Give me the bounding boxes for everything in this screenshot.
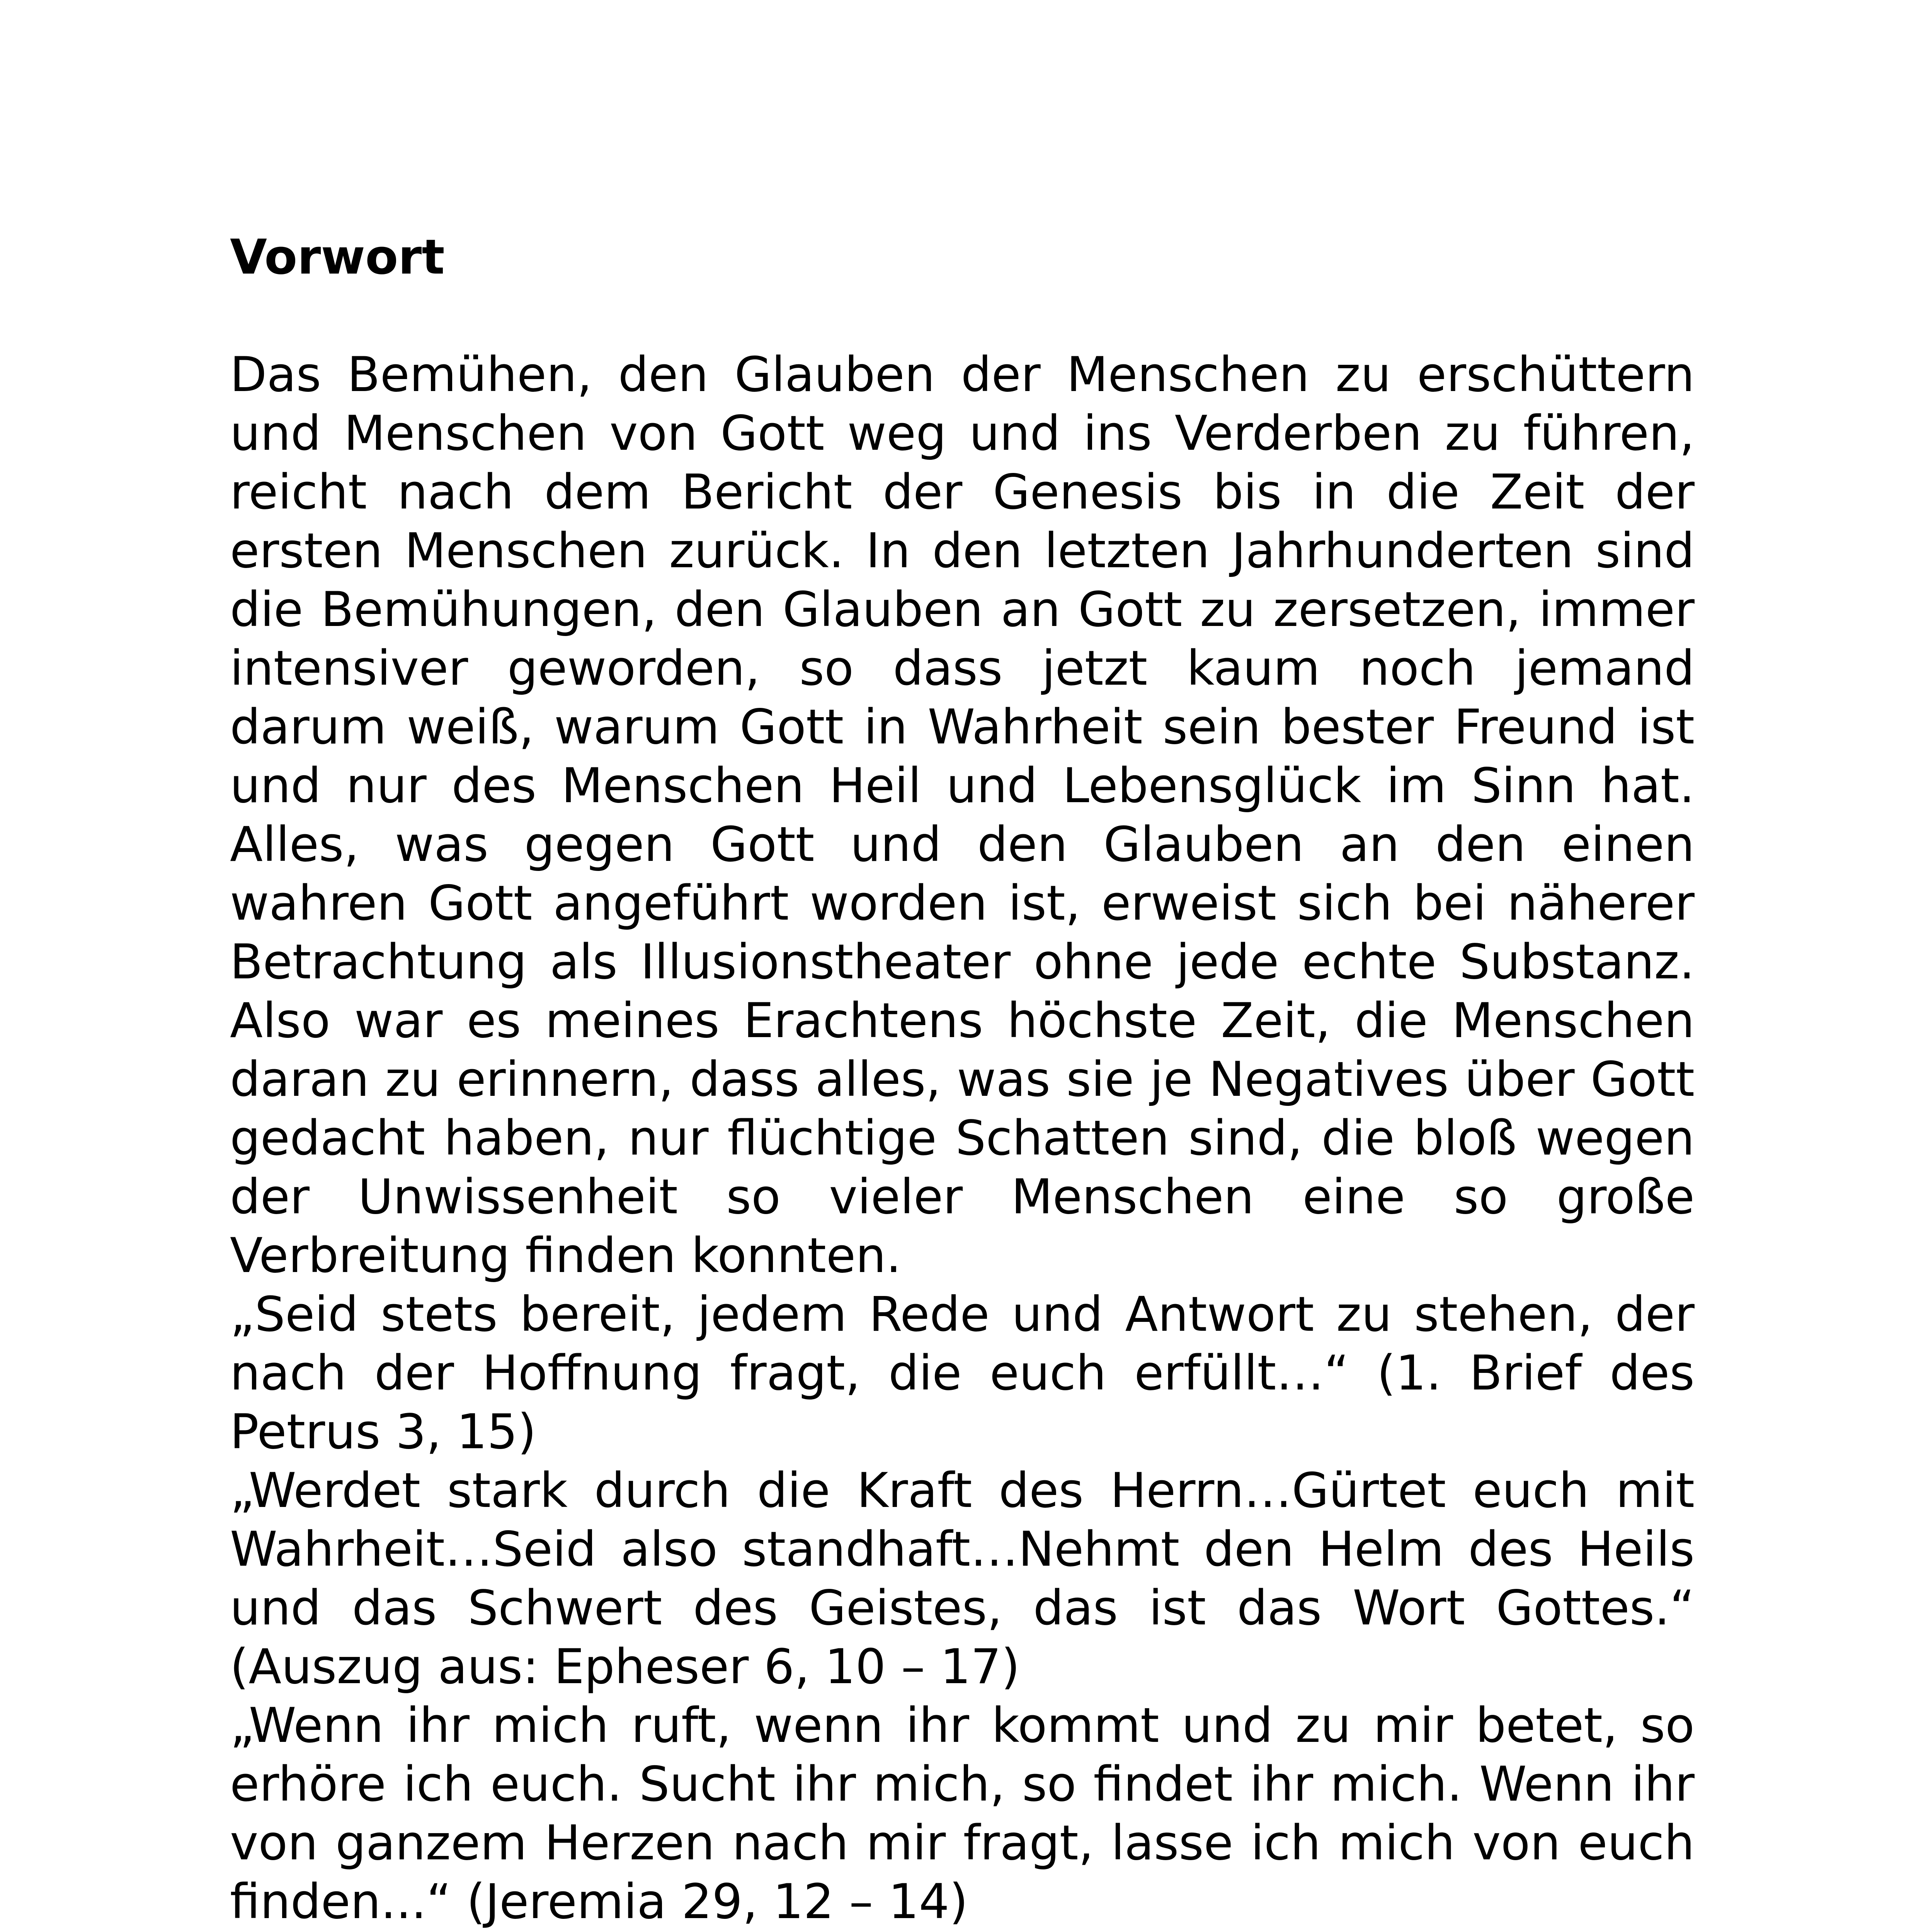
page-content — [230, 228, 1695, 1932]
spacer — [230, 287, 1695, 345]
intro-paragraph: Das Bemühen, den Glauben der Menschen zu erschüttern und Menschen von Gott weg und ins Verderben zu führen, reicht nach dem Bericht der Genesis bis in die Zeit der ersten Menschen zurück. In den letzten Jahrhunderten sind die Bemühungen, den Glauben an Gott zu zersetzen, immer intensiver geworden, so dass jetzt kaum noch jemand darum weiß, warum Gott in Wahrheit sein bester Freund ist und nur des Menschen Heil und Lebensglück im Sinn hat. Alles, was gegen Gott und den Glauben an den einen wahren Gott angeführt worden ist, erweist sich bei näherer Betrachtung als Illusionstheater ohne jede echte Substanz. Also war es meines Erachtens höchste Zeit, die Menschen daran zu erinnern, dass alles, was sie je Negatives über Gott gedacht haben, nur flüchtige Schatten sind, die bloß wegen der Unwissenheit so vieler Menschen eine so große Verbreitung finden konnten. — [230, 347, 1695, 1284]
quote-paragraph: „Werdet stark durch die Kraft des Herrn…Gürtet euch mit Wahrheit…Seid also standhaft…Nehmt den Helm des Heils und das Schwert des Geistes, das ist das Wort Gottes.“ (Auszug aus: Epheser 6, 10 – 17) — [230, 1463, 1695, 1695]
quote-paragraph: „Wenn ihr mich ruft, wenn ihr kommt und zu mir betet, so erhöre ich euch. Sucht ihr mich, so findet ihr mich. Wenn ihr von ganzem Herzen nach mir fragt, lasse ich mich von euch finden...“ (Jeremia 29, 12 – 14) — [230, 1698, 1695, 1930]
quote-paragraph: „Seid stets bereit, jedem Rede und Antwort zu stehen, der nach der Hoffnung fragt, die euch erfüllt…“ (1. Brief des Petrus 3, 15) — [230, 1287, 1695, 1460]
page-title: Vorwort — [230, 230, 445, 285]
